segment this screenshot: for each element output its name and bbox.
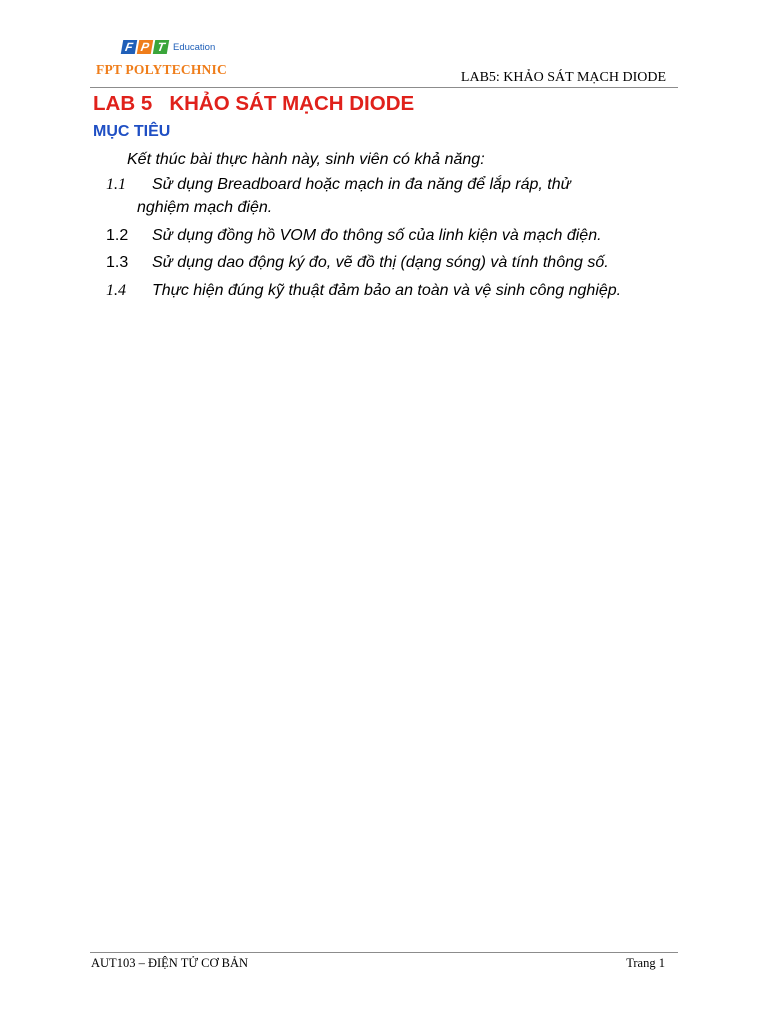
header-doc-label: LAB5: KHẢO SÁT MẠCH DIODE [460,70,666,85]
fpt-education-logo [122,34,215,54]
logo-tile-t: T [153,40,169,54]
objective-number: 1.1 [106,176,126,193]
objective-number: 1.4 [106,282,126,299]
section-title: MỤC TIÊU [93,123,171,140]
objective-text: Sử dụng dao động ký đo, vẽ đồ thị (dạng sóng) và tính thông số. [152,254,609,271]
logo-tile-p: P [137,40,153,54]
header-rule [90,87,678,88]
footer-course: AUT103 – ĐIỆN TỬ CƠ BẢN [91,956,249,970]
logo-tile-f: F [121,40,137,54]
objective-text: Thực hiện đúng kỹ thuật đảm bảo an toàn và vệ sinh công nghiệp. [152,282,622,299]
objective-text: Sử dụng đồng hồ VOM đo thông số của linh kiện và mạch điện. [152,227,602,244]
objective-text-continued: nghiệm mạch điện. [137,199,273,216]
intro-text: Kết thúc bài thực hành này, sinh viên có khả năng: [127,151,485,168]
objective-number: 1.3 [106,254,129,271]
footer-rule [90,952,678,953]
lab-title: LAB 5 KHẢO SÁT MẠCH DIODE [93,92,415,115]
logo-suffix: Education [173,42,216,53]
objective-text: Sử dụng Breadboard hoặc mạch in đa năng để lắp ráp, thử [152,176,571,193]
brand-name: FPT POLYTECHNIC [96,62,227,77]
footer-page-number: Trang 1 [626,956,665,970]
objective-number: 1.2 [106,227,129,244]
logo-tiles [122,40,170,54]
